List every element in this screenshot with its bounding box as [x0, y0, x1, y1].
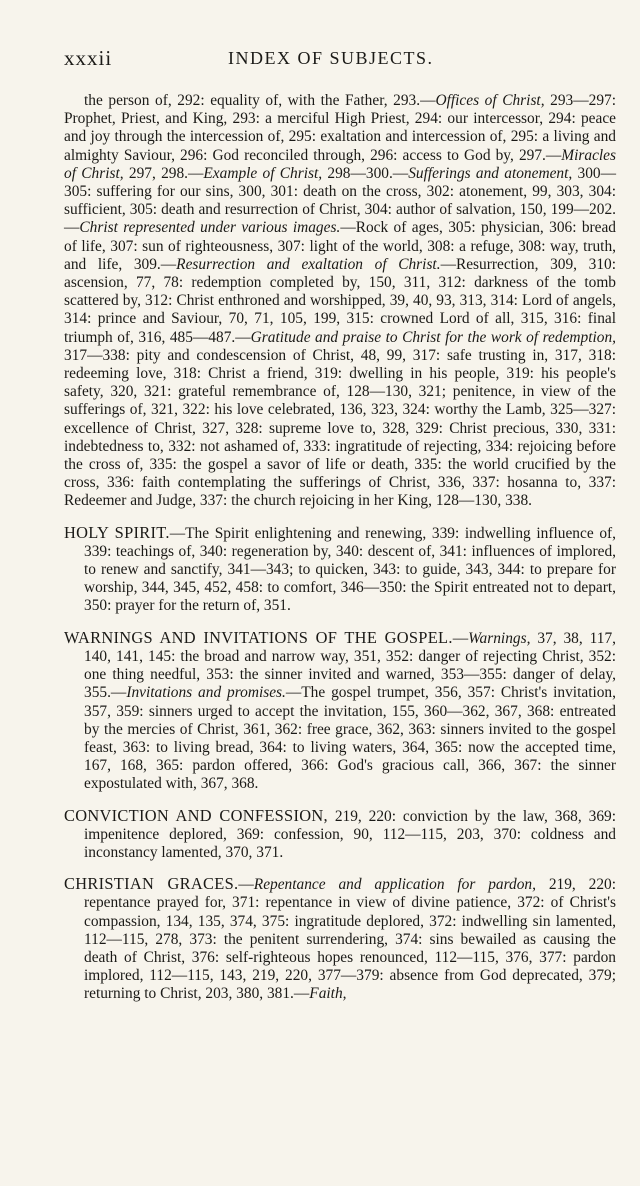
- entry-text: —: [452, 629, 469, 647]
- italic-subheading: Invitations and promises.: [126, 684, 286, 702]
- index-entry: [64, 807, 616, 863]
- index-entry: [64, 875, 616, 1003]
- italic-subheading: Faith,: [309, 985, 347, 1003]
- entry-text: —Rock of ages, 305: physician, 306: bread of life, 307: sun of righteousness, 307: light of the world, 308: a refuge, 308: way, truth, and life, 309.—: [64, 219, 617, 273]
- italic-subheading: Miracles of Christ,: [64, 146, 616, 182]
- italic-subheading: Example of Christ,: [203, 164, 323, 182]
- entry-text: 317—338: pity and condescension of Christ, 48, 99, 317: safe trusting in, 317, 318: redeeming love, 318: Christ a friend, 319: dwelling in his people, 319: his people's safety, 320, 321: grateful remembrance of, 128—130, 321; penitence, in view of the sufferings of, 321, 322: his love celebrated, 136, 323, 324: worthy the Lamb, 325—327: excellence of Christ, 327, 328: supreme love to, 328, 329: Christ precious, 330, 331: indebtedness to, 332: not ashamed of, 333: ingratitude of rejecting, 334: rejoicing before the cross of, 335: the gospel a savor of life or death, 335: the world crucified by the cross, 336: faith contemplating the sufferings of Christ, 336, 337: hosanna to, 337: Redeemer and Judge, 337: the church rejoicing in her King, 128—130, 338.: [64, 346, 616, 510]
- entry-heading: HOLY SPIRIT.: [64, 522, 170, 542]
- entry-text: 219, 220: conviction by the law, 368, 369: impenitence deplored, 369: confession, 90, 112—115, 203, 370: coldness and inconstancy lamented, 370, 371.: [84, 807, 616, 861]
- entry-heading: WARNINGS AND INVITATIONS OF THE GOSPEL.: [64, 627, 453, 647]
- index-entries: [64, 92, 616, 1004]
- index-entry: [64, 629, 616, 794]
- entry-text: —Resurrection, 309, 310: ascension, 77, 78: redemption completed by, 150, 311, 312: darkness of the tomb scattered by, 312: Christ enthroned and worshipped, 39, 40, 93, 313, 314: Lord of angels, 314: prince and Saviour, 70, 71, 105, 199, 315: crowned Lord of all, 315, 316: final triumph of, 316, 485—487.—: [64, 255, 616, 346]
- entry-heading: CHRISTIAN GRACES.: [64, 874, 239, 894]
- italic-subheading: Resurrection and exaltation of Christ.: [176, 255, 441, 273]
- index-entry: [64, 524, 616, 616]
- page-number: xxxii: [64, 46, 113, 70]
- entry-text: 37, 38, 117, 140, 141, 145: the broad and narrow way, 351, 352: danger of rejecting Christ, 352: one thing needful, 353: the sinner invited and warned, 353—355: danger of delay, 355.—: [84, 629, 616, 702]
- entry-text: —: [238, 876, 254, 894]
- entry-text: —The Spirit enlightening and renewing, 339: indwelling influence of, 339: teachings of, 340: regeneration by, 340: descent of, 341: influences of implored, to renew and sanctify, 341—343; to quicken, 343: to guide, 343, 344: to prepare for worship, 344, 345, 452, 458: to comfort, 346—350: the Spirit entreated not to depart, 350: prayer for the return of, 351.: [84, 524, 616, 615]
- entry-text: 298—300.—: [322, 164, 409, 182]
- running-head: INDEX OF SUBJECTS.: [228, 48, 434, 68]
- italic-subheading: Offices of Christ,: [435, 92, 545, 109]
- page-header: [64, 46, 616, 74]
- entry-heading: CONVICTION AND CONFESSION,: [64, 805, 328, 825]
- italic-subheading: Warnings,: [468, 629, 531, 647]
- italic-subheading: Sufferings and atonement,: [408, 164, 573, 182]
- italic-subheading: Gratitude and praise to Christ for the work of redemption,: [250, 328, 616, 346]
- entry-text: 293—297: Prophet, Priest, and King, 293: a merciful High Priest, 294: our intercessor, 294: peace and joy through the intercession of, 295: exaltation and intercession of, 295: a living and almighty Saviour, 296: God reconciled through, 296: access to God by, 297.—: [64, 92, 616, 164]
- italic-subheading: Repentance and application for pardon,: [253, 876, 536, 894]
- entry-text: 300—305: suffering for our sins, 300, 301: death on the cross, 302: atonement, 99, 303, 304: sufficient, 305: death and resurrection of Christ, 304: author of salvation, 150, 199—202.—: [64, 164, 616, 237]
- entry-text: 219, 220: repentance prayed for, 371: repentance in view of divine patience, 372: of Christ's compassion, 134, 135, 374, 375: ingratitude deplored, 372: indwelling sin lamented, 112—115, 278, 373: the penitent surrendering, 374: sins bewailed as causing the death of Christ, 376: self-righteous hopes renounced, 112—115, 376, 377: pardon implored, 112—115, 143, 219, 220, 377—379: absence from God deprecated, 379; returning to Christ, 203, 380, 381.—: [84, 876, 616, 1003]
- italic-subheading: Christ represented under various images.: [79, 219, 341, 237]
- index-entry: [64, 92, 616, 511]
- entry-text: the person of, 292: equality of, with the Father, 293.—: [84, 92, 436, 109]
- entry-text: —The gospel trumpet, 356, 357: Christ's invitation, 357, 359: sinners urged to accept the invitation, 155, 360—362, 367, 368: entreated by the mercies of Christ, 361, 362: free grace, 362, 363: sinners invited to the gospel feast, 363: to living bread, 364: to living waters, 364, 365: now the accepted time, 167, 168, 365: pardon offered, 366: God's gracious call, 366, 367: the sinner expostulated with, 367, 368.: [84, 684, 616, 793]
- entry-text: 297, 298.—: [123, 164, 204, 182]
